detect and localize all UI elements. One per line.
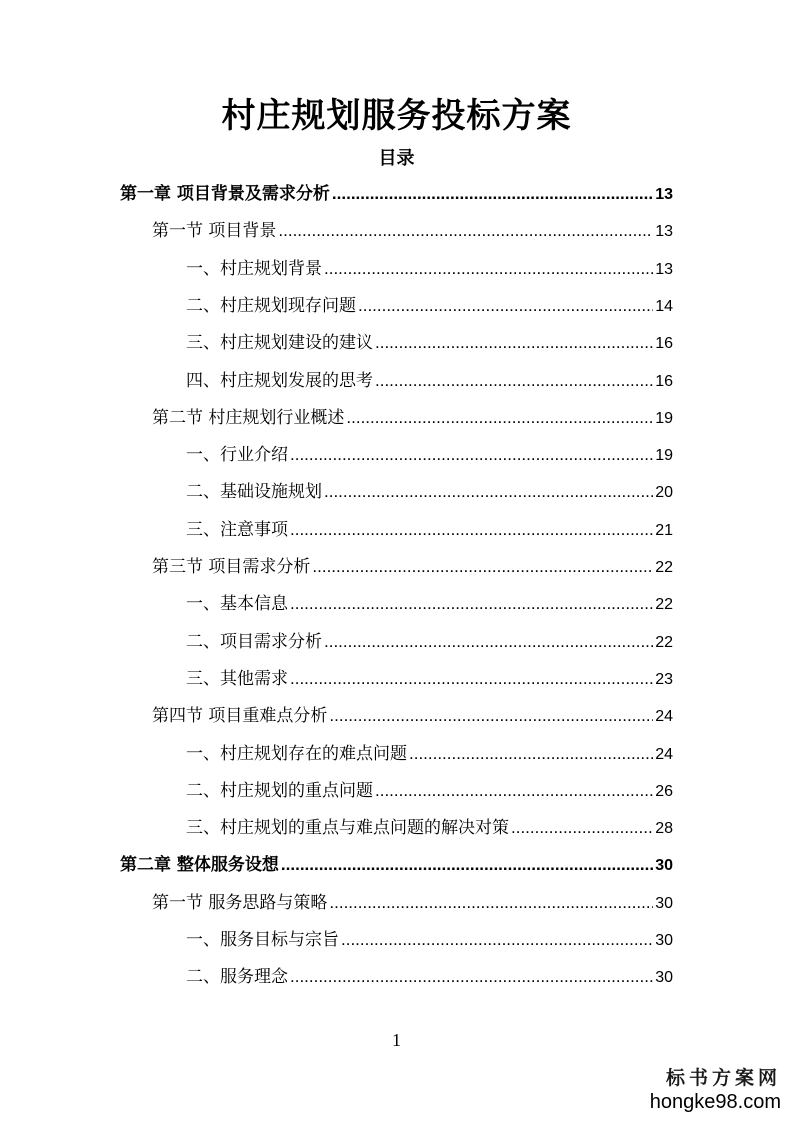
toc-entry-title: 三、村庄规划建设的建议 [186,333,373,353]
toc-entry[interactable] [152,889,673,917]
toc-entry-page: 19 [655,447,673,464]
toc-entry-title: 三、村庄规划的重点与难点问题的解决对策 [186,818,509,838]
toc-entry-page: 16 [655,335,673,352]
toc-dot-leader [329,702,653,730]
toc-dot-leader [324,478,653,506]
toc-entry[interactable] [120,180,673,208]
toc-entry-page: 13 [655,186,673,203]
toc-entry-title: 一、基本信息 [186,594,288,614]
toc-entry-title: 第一章 项目背景及需求分析 [120,184,330,204]
toc-dot-leader [290,665,653,693]
toc-entry-page: 30 [655,932,673,949]
toc-entry-title: 三、注意事项 [186,520,288,540]
toc-entry-title: 第二节 村庄规划行业概述 [152,408,345,428]
toc-dot-leader [278,217,653,245]
toc-entry-title: 四、村庄规划发展的思考 [186,371,373,391]
toc-entry-page: 13 [655,261,673,278]
toc-entry-page: 14 [655,298,673,315]
toc-entry-page: 22 [655,596,673,613]
toc-entry-page: 16 [655,373,673,390]
toc-entry[interactable] [186,478,673,506]
toc-entry[interactable] [186,516,673,544]
toc-dot-leader [346,404,653,432]
toc-entry[interactable] [186,628,673,656]
toc-entry-title: 一、行业介绍 [186,445,288,465]
document-title: 村庄规划服务投标方案 [221,96,572,136]
toc-entry[interactable] [186,590,673,618]
toc-dot-leader [290,516,653,544]
toc-dot-leader [312,553,653,581]
toc-entry-page: 30 [655,895,673,912]
watermark-logo [650,1066,781,1114]
toc-dot-leader [332,180,653,208]
toc-entry[interactable] [186,814,673,842]
toc-entry[interactable] [186,255,673,283]
toc-dot-leader [324,255,653,283]
toc-entry-page: 28 [655,820,673,837]
toc-entry[interactable] [186,926,673,954]
toc-entry[interactable] [186,777,673,805]
toc-entry[interactable] [152,217,673,245]
toc-dot-leader [290,441,653,469]
toc-entry[interactable] [186,329,673,357]
toc-entry[interactable] [186,740,673,768]
toc-entry-title: 二、服务理念 [186,967,288,987]
toc-entry[interactable] [186,292,673,320]
toc-entry-title: 二、项目需求分析 [186,632,322,652]
toc-entry-title: 一、村庄规划存在的难点问题 [186,744,407,764]
toc-entry-title: 第一节 项目背景 [152,221,277,241]
toc-dot-leader [358,292,653,320]
toc-entry-page: 30 [655,857,673,874]
toc-entry-page: 13 [655,223,673,240]
toc-dot-leader [375,329,653,357]
toc-dot-leader [329,889,653,917]
watermark-url: hongke98.com [649,1091,781,1113]
toc-entry-page: 30 [655,969,673,986]
toc-entry-title: 一、村庄规划背景 [186,259,322,279]
toc-dot-leader [290,963,653,991]
toc-entry[interactable] [152,553,673,581]
toc-entry-page: 19 [655,410,673,427]
toc-entry-title: 第三节 项目需求分析 [152,557,311,577]
toc-entry-page: 24 [655,746,673,763]
toc-entry-page: 22 [655,559,673,576]
toc-entry-title: 第一节 服务思路与策略 [152,893,328,913]
toc-entry-page: 22 [655,634,673,651]
toc-entry-page: 24 [655,708,673,725]
page-number: 1 [392,1030,401,1050]
toc-entry[interactable] [186,665,673,693]
toc-dot-leader [511,814,653,842]
toc-entry[interactable] [120,851,673,879]
toc-entry-page: 21 [655,522,673,539]
toc-dot-leader [290,590,653,618]
toc-dot-leader [375,367,653,395]
toc-dot-leader [409,740,653,768]
toc-heading: 目录 [378,148,415,169]
toc-dot-leader [375,777,653,805]
toc-entry-page: 26 [655,783,673,800]
toc-entry[interactable] [186,367,673,395]
toc-entry-title: 第二章 整体服务设想 [120,855,279,875]
toc-entry-title: 二、村庄规划的重点问题 [186,781,373,801]
toc-dot-leader [281,851,653,879]
watermark-site-name: 标书方案网 [665,1067,781,1089]
toc-entry-title: 三、其他需求 [186,669,288,689]
toc-entry-title: 第四节 项目重难点分析 [152,706,328,726]
toc-entry[interactable] [152,702,673,730]
toc-entry[interactable] [186,441,673,469]
toc-entry-title: 二、村庄规划现存问题 [186,296,356,316]
toc-entry[interactable] [152,404,673,432]
toc-entry-title: 二、基础设施规划 [186,482,322,502]
toc-entry[interactable] [186,963,673,991]
toc-dot-leader [324,628,653,656]
toc-dot-leader [341,926,653,954]
toc-entry-title: 一、服务目标与宗旨 [186,930,339,950]
toc-entry-page: 20 [655,484,673,501]
toc-entry-page: 23 [655,671,673,688]
